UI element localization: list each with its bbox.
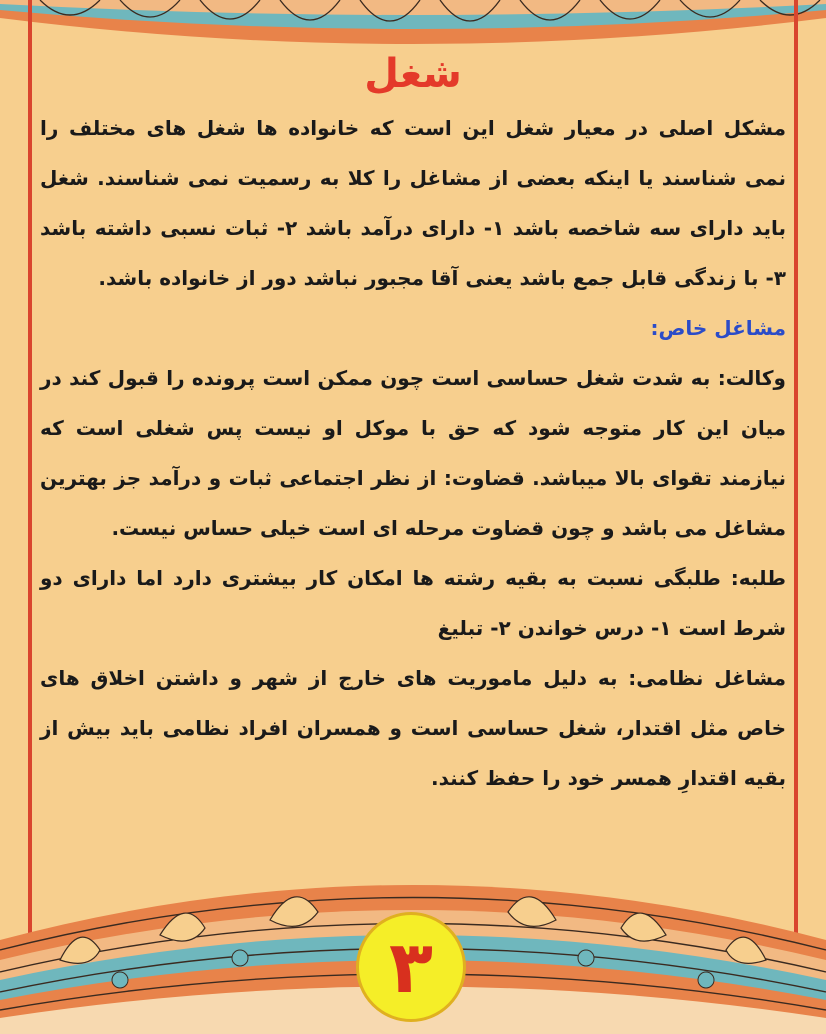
military-paragraph: مشاغل نظامی: به دلیل ماموریت های خارج از شهر و داشتن اخلاق های خاص مثل اقتدار، شغل حساسی است و همسران افراد نظامی باید بیش از بقیه اقتدارِ همسر خود را حفظ کنند. [40, 666, 786, 790]
article-body [40, 103, 786, 803]
law-judiciary-paragraph: وکالت: به شدت شغل حساسی است چون ممکن است پرونده را قبول کند در میان این کار متوجه شود که حق با موکل او نیست پس شغلی است که نیازمند تقوای بالا میباشد. قضاوت: از نظر اجتماعی ثبات و درآمد جز بهترین مشاغل می باشد و چون قضاوت مرحله ای است خیلی حساس نیست. [40, 366, 786, 540]
page-number: ۳ [389, 925, 433, 1009]
page-number-badge [356, 912, 466, 1022]
intro-paragraph: مشکل اصلی در معیار شغل این است که خانواده ها شغل های مختلف را نمی شناسند یا اینکه بعضی از مشاغل را کلا به رسمیت نمی شناسند. شغل باید دارای سه شاخصه باشد ۱- دارای درآمد باشد ۲- ثبات نسبی داشته باشد ۳- با زندگی قابل جمع باشد یعنی آقا مجبور نباشد دور از خانواده باشد. [40, 116, 787, 290]
page-title: شغل [364, 51, 462, 97]
special-jobs-heading: مشاغل خاص: [650, 316, 786, 340]
seminary-paragraph: طلبه: طلبگی نسبت به بقیه رشته ها امکان کار بیشتری دارد اما دارای دو شرط است ۱- درس خواندن ۲- تبلیغ [40, 566, 786, 640]
